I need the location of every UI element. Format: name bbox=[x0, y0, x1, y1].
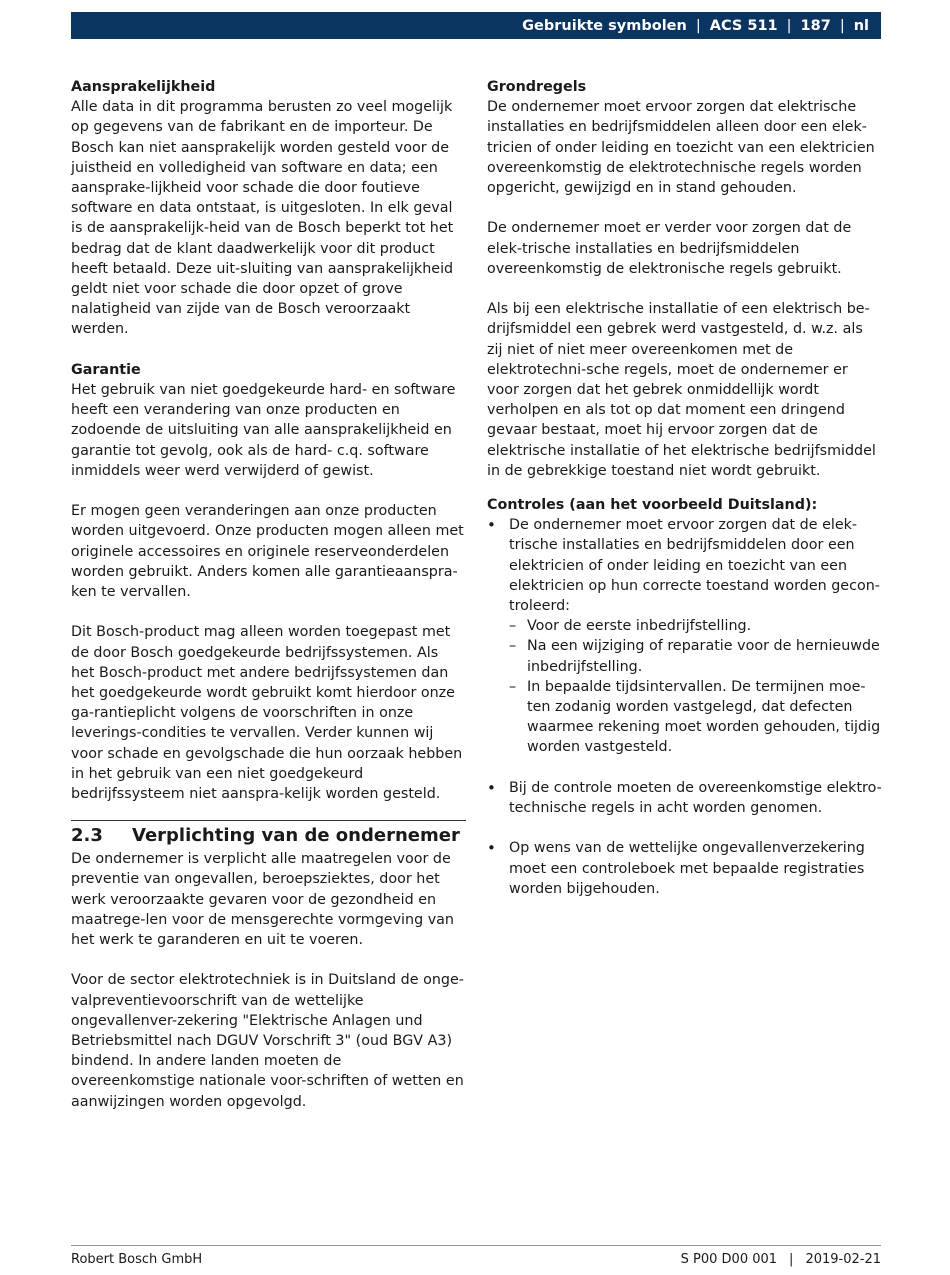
section-divider bbox=[71, 820, 466, 849]
page-header-bar bbox=[71, 12, 881, 39]
dash-list bbox=[509, 616, 882, 757]
list-item: • Op wens van de wettelijke ongevallenverzekering moet een controleboek met bepaalde registraties worden bijgehouden. bbox=[487, 838, 882, 899]
list-item: • Bij de controle moeten de overeenkomstige elektro-technische regels in acht worden genomen. bbox=[487, 778, 882, 818]
right-column bbox=[487, 77, 882, 899]
controles-list bbox=[487, 515, 882, 899]
footer-company: Robert Bosch GmbH bbox=[71, 1252, 203, 1267]
section-paragraph-1: De ondernemer is verplicht alle maatregelen voor de preventie van ongevallen, beroepsziektes, door het werk veroorzaakte gevaren voor de gezondheid en maatrege-len voor de mensgerechte vormgeving van het werk te garanderen en uit te voeren. bbox=[71, 851, 454, 949]
bullet-text: De ondernemer moet ervoor zorgen dat de elek-trische installaties en bedrijfsmiddelen door een elektricien of onder leiding en toezicht van een elektricien op hun correcte toestand worden gecon-troleerd: bbox=[509, 517, 880, 615]
header-page-number: 187 bbox=[800, 17, 831, 34]
garantie-heading: Garantie bbox=[71, 361, 141, 378]
controles-heading: Controles (aan het voorbeeld Duitsland): bbox=[487, 497, 818, 514]
aansprakelijkheid-paragraph: Alle data in dit programma berusten zo veel mogelijk op gegevens van de fabrikant en de importeur. De Bosch kan niet aansprakelijk worden gesteld voor de juistheid en volledigheid van software en data; een aansprake-lijkheid voor schade die door foutieve software en data ontstaat, is uitgesloten. In elk geval is de aansprakelijk-heid van de Bosch beperkt tot het bedrag dat de klant daadwerkelijk voor dit product heeft betaald. Deze uit-sluiting van aansprakelijkheid geldt niet voor schade die door opzet of grove nalatigheid van zijde van de Bosch veroorzaakt werden. bbox=[71, 99, 454, 338]
footer-right bbox=[681, 1252, 881, 1267]
grondregels-paragraph-2: De ondernemer moet er verder voor zorgen dat de elek-trische installaties en bedrijfsmiddelen overeenkomstig de elektronische regels gebruikt. bbox=[487, 220, 852, 277]
dash-item: – In bepaalde tijdsintervallen. De termijnen moe-ten zodanig worden vastgelegd, dat defecten waarmee rekening moet worden gehouden, tijdig worden vastgesteld. bbox=[509, 677, 882, 758]
garantie-paragraph-3: Dit Bosch-product mag alleen worden toegepast met de door Bosch goedgekeurde bedrijfssystemen. Als het Bosch-product met andere bedrijfssystemen dan het goedgekeurde wordt gebruikt komt hierdoor onze ga-rantieplicht volgens de voorschriften in onze leverings-condities te vervallen. Verder kunnen wij voor schade en gevolgschade die hun oorzaak hebben in het gebruik van een niet goedgekeurd bedrijfssysteem niet aanspra-kelijk worden gesteld. bbox=[71, 624, 463, 803]
section-paragraph-2: Voor de sector elektrotechniek is in Duitsland de onge-valpreventievoorschrift van de wettelijke ongevallenver-zekering "Elektrische Anlagen und Betriebsmittel nach DGUV Vorschrift 3" (oud BGV A3) bindend. In andere landen moeten de overeenkomstige nationale voor-schriften of wetten en aanwijzingen worden opgevolgd. bbox=[71, 972, 464, 1110]
garantie-paragraph-1: Het gebruik van niet goedgekeurde hard- en software heeft een verandering van onze producten en zodoende de uitsluiting van alle aansprakelijkheid en garantie tot gevolg, ook als de hard- c.q. software inmiddels weer werd verwijderd of gewist. bbox=[71, 382, 456, 479]
garantie-paragraph-2: Er mogen geen veranderingen aan onze producten worden uitgevoerd. Onze producten mogen alleen met originele accessoires en originele reserveonderdelen worden gebruikt. Anders komen alle garantieaanspra-ken te vervallen. bbox=[71, 503, 464, 601]
footer-date: 2019-02-21 bbox=[805, 1252, 881, 1267]
page-footer bbox=[71, 1252, 881, 1267]
footer-separator: | bbox=[789, 1252, 794, 1267]
list-item bbox=[487, 515, 882, 757]
header-product: ACS 511 bbox=[709, 17, 778, 34]
left-column bbox=[71, 77, 466, 1112]
grondregels-heading: Grondregels bbox=[487, 79, 587, 95]
header-section: Gebruikte symbolen bbox=[522, 17, 687, 34]
grondregels-paragraph-1: De ondernemer moet ervoor zorgen dat elektrische installaties en bedrijfsmiddelen alleen door een elek-tricien of onder leiding en toezicht van een elektricien overeenkomstig de elektrotechnische regels worden opgericht, gewijzigd en in stand gehouden. bbox=[487, 99, 875, 197]
header-language: nl bbox=[853, 17, 869, 34]
grondregels-paragraph-3: Als bij een elektrische installatie of een elektrisch be-drijfsmiddel een gebrek werd vastgesteld, d. w.z. als zij niet of niet meer overeenkomen met de elektrotechni-sche regels, moet de ondernemer er voor zorgen dat het gebrek onmiddellijk wordt verholpen en als tot op dat moment een dringend gevaar bestaat, moet hij ervoor zorgen dat de elektrische installatie of het elektrische bedrijfsmiddel in de gebrekkige toestand niet wordt gebruikt. bbox=[487, 301, 876, 479]
dash-item: – Na een wijziging of reparatie voor de hernieuwde inbedrijfstelling. bbox=[509, 636, 882, 676]
header-separator: | bbox=[786, 17, 792, 34]
section-title: Verplichting van de ondernemer bbox=[132, 825, 460, 847]
section-heading bbox=[71, 823, 466, 849]
header-separator: | bbox=[695, 17, 701, 34]
header-separator: | bbox=[839, 17, 845, 34]
aansprakelijkheid-heading: Aansprakelijkheid bbox=[71, 79, 216, 95]
footer-doc-number: S P00 D00 001 bbox=[680, 1252, 778, 1267]
footer-divider bbox=[71, 1245, 881, 1246]
dash-item: – Voor de eerste inbedrijfstelling. bbox=[509, 616, 882, 636]
section-number: 2.3 bbox=[71, 825, 103, 847]
